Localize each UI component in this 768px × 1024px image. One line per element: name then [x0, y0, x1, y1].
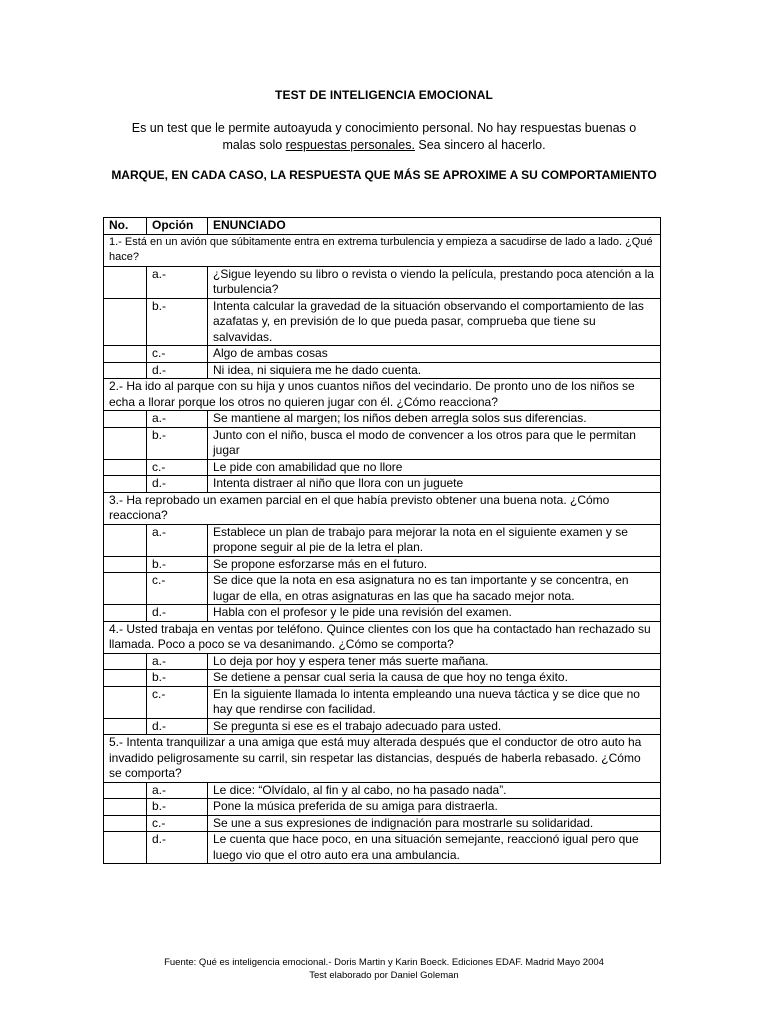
page-footer	[0, 956, 768, 982]
option-letter: a.-	[147, 411, 208, 428]
option-letter: d.-	[147, 605, 208, 622]
option-row	[104, 298, 661, 346]
option-letter: c.-	[147, 573, 208, 605]
intro-paragraph	[110, 120, 658, 154]
option-text: Se une a sus expresiones de indignación para mostrarle su solidaridad.	[208, 815, 661, 832]
option-letter: b.-	[147, 556, 208, 573]
option-letter: c.-	[147, 815, 208, 832]
instruction-heading: MARQUE, EN CADA CASO, LA RESPUESTA QUE MÁS SE APROXIME A SU COMPORTAMIENTO	[111, 168, 657, 182]
option-letter: b.-	[147, 298, 208, 346]
footer-author: Test elaborado por Daniel Goleman	[309, 970, 459, 981]
option-text: Le cuenta que hace poco, en una situación semejante, reaccionó igual pero que luego vio que el otro auto era una ambulancia.	[208, 832, 661, 864]
option-letter: c.-	[147, 686, 208, 718]
intro-line-2	[110, 137, 658, 154]
option-row	[104, 605, 661, 622]
option-text: Ni idea, ni siquiera me he dado cuenta.	[208, 362, 661, 379]
header-opcion: Opción	[147, 218, 208, 235]
question-text: 1.- Está en un avión que súbitamente entra en extrema turbulencia y empieza a sacudirse de lado a lado. ¿Qué hace?	[104, 234, 661, 266]
option-letter: b.-	[147, 670, 208, 687]
question-row-5	[104, 735, 661, 783]
option-row	[104, 799, 661, 816]
question-text: 4.- Usted trabaja en ventas por teléfono. Quince clientes con los que ha contactado han rechazado su llamada. Poco a poco se va desanimando. ¿Cómo se comporta?	[104, 621, 661, 653]
option-text: Se propone esforzarse más en el futuro.	[208, 556, 661, 573]
questions-table	[103, 217, 661, 864]
option-row	[104, 524, 661, 556]
option-letter: d.-	[147, 718, 208, 735]
option-text: Se pregunta si ese es el trabajo adecuado para usted.	[208, 718, 661, 735]
option-row	[104, 411, 661, 428]
option-letter: c.-	[147, 346, 208, 363]
question-row-1	[104, 234, 661, 266]
option-letter: c.-	[147, 459, 208, 476]
question-row-3	[104, 492, 661, 524]
intro-underlined-phrase: respuestas personales.	[285, 138, 415, 152]
option-text: Se dice que la nota en esa asignatura no es tan importante y se concentra, en lugar de ella, en otras asignaturas en las que ha sacado mejor nota.	[208, 573, 661, 605]
option-row	[104, 782, 661, 799]
option-row	[104, 573, 661, 605]
header-enunciado: ENUNCIADO	[208, 218, 661, 235]
option-row	[104, 476, 661, 493]
option-text: Lo deja por hoy y espera tener más suerte mañana.	[208, 653, 661, 670]
option-text: Algo de ambas cosas	[208, 346, 661, 363]
option-row	[104, 362, 661, 379]
option-letter: a.-	[147, 266, 208, 298]
option-text: Junto con el niño, busca el modo de convencer a los otros para que le permitan jugar	[208, 427, 661, 459]
option-row	[104, 556, 661, 573]
option-row	[104, 427, 661, 459]
option-text: Le pide con amabilidad que no llore	[208, 459, 661, 476]
option-row	[104, 670, 661, 687]
document-title: TEST DE INTELIGENCIA EMOCIONAL	[275, 88, 493, 102]
option-row	[104, 832, 661, 864]
question-text: 2.- Ha ido al parque con su hija y unos cuantos niños del vecindario. De pronto uno de los niños se echa a llorar porque los otros no quieren jugar con él. ¿Cómo reacciona?	[104, 379, 661, 411]
question-text: 5.- Intenta tranquilizar a una amiga que está muy alterada después que el conductor de otro auto ha invadido peligrosamente su carril, sin respetar las distancias, después de haberla rebasado. ¿Cómo se comporta?	[104, 735, 661, 783]
option-text: En la siguiente llamada lo intenta empleando una nueva táctica y se dice que no hay que rendirse con facilidad.	[208, 686, 661, 718]
footer-source: Fuente: Qué es inteligencia emocional.- Doris Martin y Karin Boeck. Ediciones EDAF. Madrid Mayo 2004	[164, 957, 604, 968]
option-row	[104, 346, 661, 363]
option-letter: d.-	[147, 476, 208, 493]
option-row	[104, 459, 661, 476]
option-text: Intenta distraer al niño que llora con un juguete	[208, 476, 661, 493]
option-text: Establece un plan de trabajo para mejorar la nota en el siguiente examen y se propone seguir al pie de la letra el plan.	[208, 524, 661, 556]
option-row	[104, 686, 661, 718]
option-letter: d.-	[147, 362, 208, 379]
intro-line-1: Es un test que le permite autoayuda y conocimiento personal. No hay respuestas buenas o	[131, 121, 637, 135]
intro-line-2-prefix: malas solo	[222, 138, 286, 152]
option-text: Habla con el profesor y le pide una revisión del examen.	[208, 605, 661, 622]
option-row	[104, 815, 661, 832]
option-text: Se mantiene al margen; los niños deben arregla solos sus diferencias.	[208, 411, 661, 428]
intro-line-2-suffix: Sea sincero al hacerlo.	[414, 138, 546, 152]
option-letter: d.-	[147, 832, 208, 864]
option-row	[104, 718, 661, 735]
header-no: No.	[104, 218, 147, 235]
option-letter: a.-	[147, 653, 208, 670]
question-text: 3.- Ha reprobado un examen parcial en el que había previsto obtener una buena nota. ¿Cómo reacciona?	[104, 492, 661, 524]
option-text: ¿Sigue leyendo su libro o revista o viendo la película, prestando poca atención a la turbulencia?	[208, 266, 661, 298]
option-letter: b.-	[147, 799, 208, 816]
option-text: Se detiene a pensar cual seria la causa de que hoy no tenga éxito.	[208, 670, 661, 687]
option-row	[104, 266, 661, 298]
option-letter: b.-	[147, 427, 208, 459]
option-row	[104, 653, 661, 670]
question-row-4	[104, 621, 661, 653]
table-header-row	[104, 218, 661, 235]
option-text: Intenta calcular la gravedad de la situación observando el comportamiento de las azafatas y, en previsión de lo que pueda pasar, comprueba que tiene su salvavidas.	[208, 298, 661, 346]
option-text: Le dice: “Olvídalo, al fin y al cabo, no ha pasado nada”.	[208, 782, 661, 799]
question-row-2	[104, 379, 661, 411]
option-letter: a.-	[147, 524, 208, 556]
option-letter: a.-	[147, 782, 208, 799]
option-text: Pone la música preferida de su amiga para distraerla.	[208, 799, 661, 816]
